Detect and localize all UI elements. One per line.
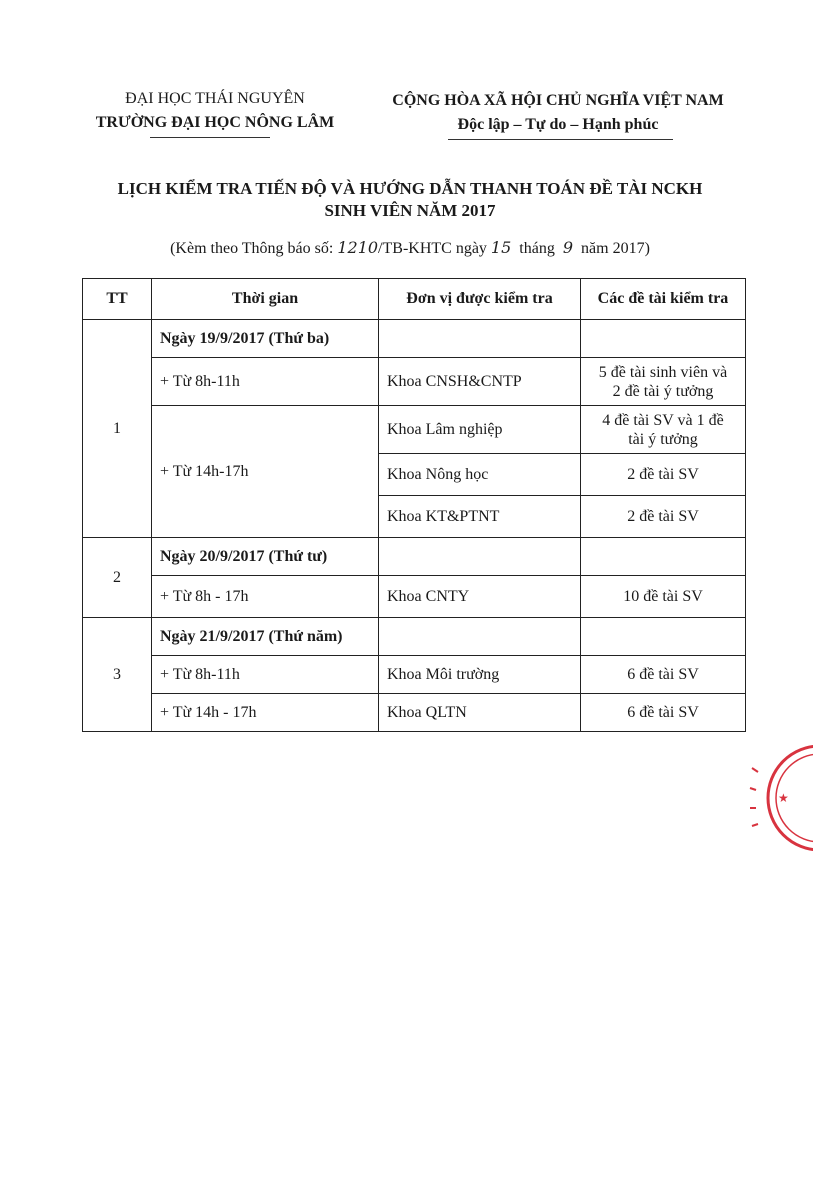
- unit-cell: Khoa Môi trường: [379, 656, 581, 694]
- table-row: [83, 618, 746, 656]
- table-row: [83, 406, 746, 454]
- row-number: 1: [83, 320, 152, 538]
- empty-cell: [379, 320, 581, 358]
- empty-cell: [581, 320, 746, 358]
- day-label: Ngày 19/9/2017 (Thứ ba): [152, 320, 379, 358]
- ref-suffix: năm 2017): [581, 240, 650, 257]
- svg-text:★: ★: [778, 791, 789, 805]
- day-label: Ngày 20/9/2017 (Thứ tư): [152, 538, 379, 576]
- issuer-block: [70, 90, 360, 132]
- row-number: 3: [83, 618, 152, 732]
- motto: Độc lập – Tự do – Hạnh phúc: [457, 116, 659, 133]
- schedule-table: [82, 278, 746, 732]
- unit-cell: Khoa CNTY: [379, 576, 581, 618]
- topics-line: 2 đề tài ý tưởng: [612, 382, 714, 400]
- topics-line: tài ý tưởng: [628, 430, 698, 448]
- ref-month: 9: [562, 238, 574, 257]
- national-motto-block: [378, 92, 738, 134]
- time-slot: + Từ 14h - 17h: [152, 694, 379, 732]
- unit-cell: Khoa KT&PTNT: [379, 496, 581, 538]
- empty-cell: [581, 538, 746, 576]
- table-row: [83, 656, 746, 694]
- ref-day: 15: [490, 238, 512, 257]
- day-label: Ngày 21/9/2017 (Thứ năm): [152, 618, 379, 656]
- table-row: [83, 358, 746, 406]
- col-header-time: Thời gian: [152, 279, 379, 320]
- document-reference: [60, 238, 760, 258]
- time-slot: + Từ 14h-17h: [152, 406, 379, 538]
- time-slot: + Từ 8h - 17h: [152, 576, 379, 618]
- unit-cell: Khoa CNSH&CNTP: [379, 358, 581, 406]
- unit-cell: Khoa Nông học: [379, 454, 581, 496]
- school-name: TRƯỜNG ĐẠI HỌC NÔNG LÂM: [95, 114, 335, 131]
- empty-cell: [379, 538, 581, 576]
- country-name: CỘNG HÒA XÃ HỘI CHỦ NGHĨA VIỆT NAM: [392, 92, 724, 109]
- unit-cell: Khoa QLTN: [379, 694, 581, 732]
- ref-mid: /TB-KHTC ngày: [378, 240, 487, 257]
- seal-icon: [738, 738, 813, 858]
- topics-cell: 6 đề tài SV: [581, 656, 746, 694]
- issuer-underline: [150, 137, 270, 138]
- ref-number: 1210: [337, 238, 379, 257]
- topics-cell: 10 đề tài SV: [581, 576, 746, 618]
- col-header-topics: Các đề tài kiểm tra: [581, 279, 746, 320]
- topics-cell: [581, 406, 746, 454]
- table-header-row: [83, 279, 746, 320]
- table-row: [83, 694, 746, 732]
- topics-cell: [581, 358, 746, 406]
- topics-line: 4 đề tài SV và 1 đề: [602, 411, 724, 429]
- row-number: 2: [83, 538, 152, 618]
- empty-cell: [581, 618, 746, 656]
- topics-cell: 2 đề tài SV: [581, 454, 746, 496]
- topics-cell: 2 đề tài SV: [581, 496, 746, 538]
- table-row: [83, 320, 746, 358]
- time-slot: + Từ 8h-11h: [152, 656, 379, 694]
- topics-line: 5 đề tài sinh viên và: [598, 363, 728, 381]
- ref-prefix: (Kèm theo Thông báo số:: [170, 240, 334, 257]
- motto-underline: [448, 139, 673, 140]
- unit-cell: Khoa Lâm nghiệp: [379, 406, 581, 454]
- table-row: [83, 538, 746, 576]
- document-title: [60, 178, 760, 222]
- university-name: ĐẠI HỌC THÁI NGUYÊN: [125, 90, 305, 107]
- col-header-unit: Đơn vị được kiểm tra: [379, 279, 581, 320]
- official-seal-fragment: [738, 738, 813, 858]
- title-line-1: LỊCH KIỂM TRA TIẾN ĐỘ VÀ HƯỚNG DẪN THANH TOÁN ĐỀ TÀI NCKH: [117, 179, 703, 198]
- empty-cell: [379, 618, 581, 656]
- col-header-tt: TT: [83, 279, 152, 320]
- ref-month-label: tháng: [519, 240, 555, 257]
- topics-cell: 6 đề tài SV: [581, 694, 746, 732]
- time-slot: + Từ 8h-11h: [152, 358, 379, 406]
- title-line-2: SINH VIÊN NĂM 2017: [324, 201, 496, 220]
- table-row: [83, 576, 746, 618]
